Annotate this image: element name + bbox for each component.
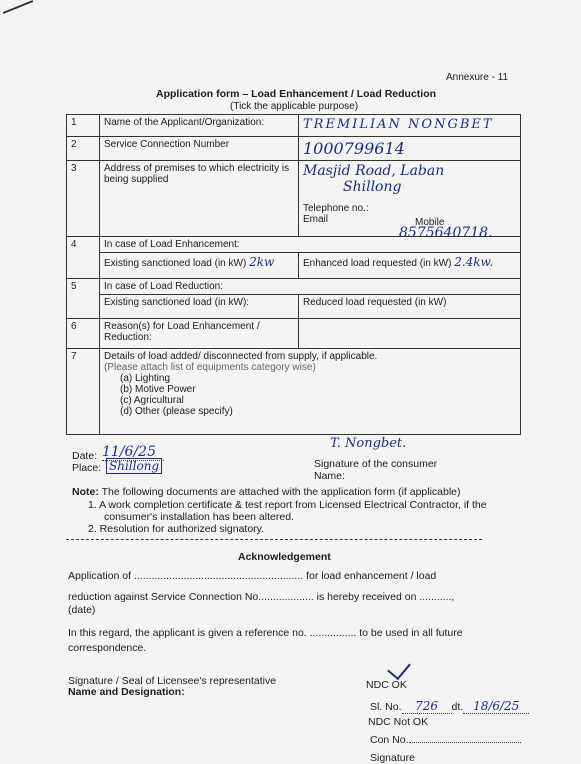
service-connection-label: Service Connection Number	[100, 137, 299, 161]
divider	[66, 539, 482, 540]
note-line	[72, 486, 461, 498]
row-number: 7	[67, 349, 100, 435]
place-value[interactable]: Shillong	[106, 458, 162, 474]
enhanced-load-label: Enhanced load requested (in kW)	[303, 258, 452, 269]
load-item: (a) Lighting	[120, 373, 171, 384]
row-number: 4	[67, 237, 100, 279]
table-row	[67, 137, 521, 161]
table-row	[67, 161, 521, 237]
con-no-line	[370, 734, 521, 746]
existing-load-reduction-label: Existing sanctioned load (in kW):	[100, 295, 299, 319]
row-number: 6	[67, 319, 100, 349]
table-row	[67, 115, 521, 137]
ndc-not-ok-label: NDC Not OK	[368, 716, 429, 728]
row-number: 1	[67, 115, 100, 137]
address-line-1[interactable]: Masjid Road, Laban	[303, 163, 445, 179]
note-text: The following documents are attached with the application form (if applicable)	[101, 486, 461, 498]
consumer-signature-label: Signature of the consumer	[314, 458, 438, 470]
table-row	[67, 279, 521, 295]
mobile-label: Mobile	[415, 217, 445, 228]
date-label: Date:	[72, 450, 98, 462]
note-item: consumer's installation has been altered.	[104, 511, 294, 523]
licensee-name-label: Name and Designation:	[68, 686, 185, 698]
licensee-signature-label: Signature / Seal of Licensee's representative	[68, 675, 277, 687]
enhanced-load-cell	[299, 253, 521, 279]
telephone-label: Telephone no.:	[303, 203, 369, 214]
row-number: 2	[67, 137, 100, 161]
ack-line: (date)	[68, 604, 96, 616]
checkmark-icon	[387, 656, 411, 680]
sl-dt-label: dt.	[451, 701, 464, 713]
page-corner-mark	[3, 0, 33, 14]
applicant-name-label: Name of the Applicant/Organization:	[100, 115, 299, 137]
ack-line: correspondence.	[68, 642, 147, 654]
load-item: (b) Motive Power	[120, 384, 196, 395]
ack-line: reduction against Service Connection No................... is hereby received on ...........,	[68, 591, 455, 603]
address-line-2[interactable]: Shillong	[343, 179, 402, 195]
table-row	[67, 253, 521, 279]
note-label: Note:	[72, 486, 99, 498]
row-number: 3	[67, 161, 100, 237]
note-item: 1. A work completion certificate & test report from Licensed Electrical Contractor, if the	[88, 499, 487, 511]
reduction-label: In case of Load Reduction:	[100, 279, 521, 295]
service-connection-value[interactable]: 1000799614	[299, 137, 521, 161]
load-item: (c) Agricultural	[120, 395, 184, 406]
form-subtitle: (Tick the applicable purpose)	[230, 101, 359, 112]
existing-load-label: Existing sanctioned load (in kW)	[104, 258, 247, 269]
enhanced-load-value[interactable]: 2.4kw.	[454, 255, 494, 269]
load-details-cell	[100, 349, 521, 435]
application-table	[66, 114, 521, 435]
reduced-load-label: Reduced load requested (in kW)	[299, 295, 521, 319]
ack-line: Application of .......................................................... for load enhancement / load	[68, 570, 437, 582]
sl-no-line	[370, 699, 529, 714]
reason-label: Reason(s) for Load Enhancement / Reduction:	[100, 319, 299, 349]
existing-load-cell	[100, 253, 299, 279]
address-label: Address of premises to which electricity is being supplied	[100, 161, 299, 237]
load-details-label: Details of load added/ disconnected from supply, if applicable.	[104, 351, 378, 362]
annexure-label: Annexure - 11	[446, 72, 509, 83]
load-item: (d) Other (please specify)	[120, 406, 233, 417]
sl-no-label: Sl. No.	[370, 701, 402, 713]
email-label: Email	[303, 214, 329, 225]
form-title: Application form – Load Enhancement / Load Reduction	[156, 88, 437, 100]
address-cell	[299, 161, 521, 241]
existing-load-value[interactable]: 2kw	[249, 255, 275, 269]
sl-dt-value[interactable]: 18/6/25	[463, 699, 529, 714]
bottom-signature-label: Signature	[370, 752, 415, 764]
ndc-ok-label: NDC OK	[366, 679, 407, 691]
note-item: 2. Resolution for authorized signatory.	[88, 523, 265, 535]
mobile-value[interactable]: 8575640718.	[399, 225, 493, 241]
consumer-name-label: Name:	[314, 470, 345, 482]
con-no-label: Con No.	[370, 734, 409, 746]
consumer-signature: T. Nongbet.	[330, 436, 407, 451]
load-details-note: (Please attach list of equipments category wise)	[104, 362, 316, 373]
place-label: Place:	[72, 462, 102, 474]
ack-line: In this regard, the applicant is given a reference no. ................ to be used in all future	[68, 627, 463, 639]
sl-no-value[interactable]: 726	[402, 699, 452, 714]
table-row	[67, 319, 521, 349]
enhancement-label: In case of Load Enhancement:	[100, 237, 521, 253]
reason-value[interactable]	[299, 319, 521, 349]
row-number: 5	[67, 279, 100, 319]
table-row	[67, 295, 521, 319]
applicant-name-value[interactable]: TREMILIAN NONGBET	[299, 115, 521, 137]
acknowledgement-title: Acknowledgement	[238, 551, 331, 563]
table-row	[67, 349, 521, 435]
date-value[interactable]: 11/6/25	[102, 444, 164, 461]
con-no-field[interactable]	[409, 742, 521, 743]
